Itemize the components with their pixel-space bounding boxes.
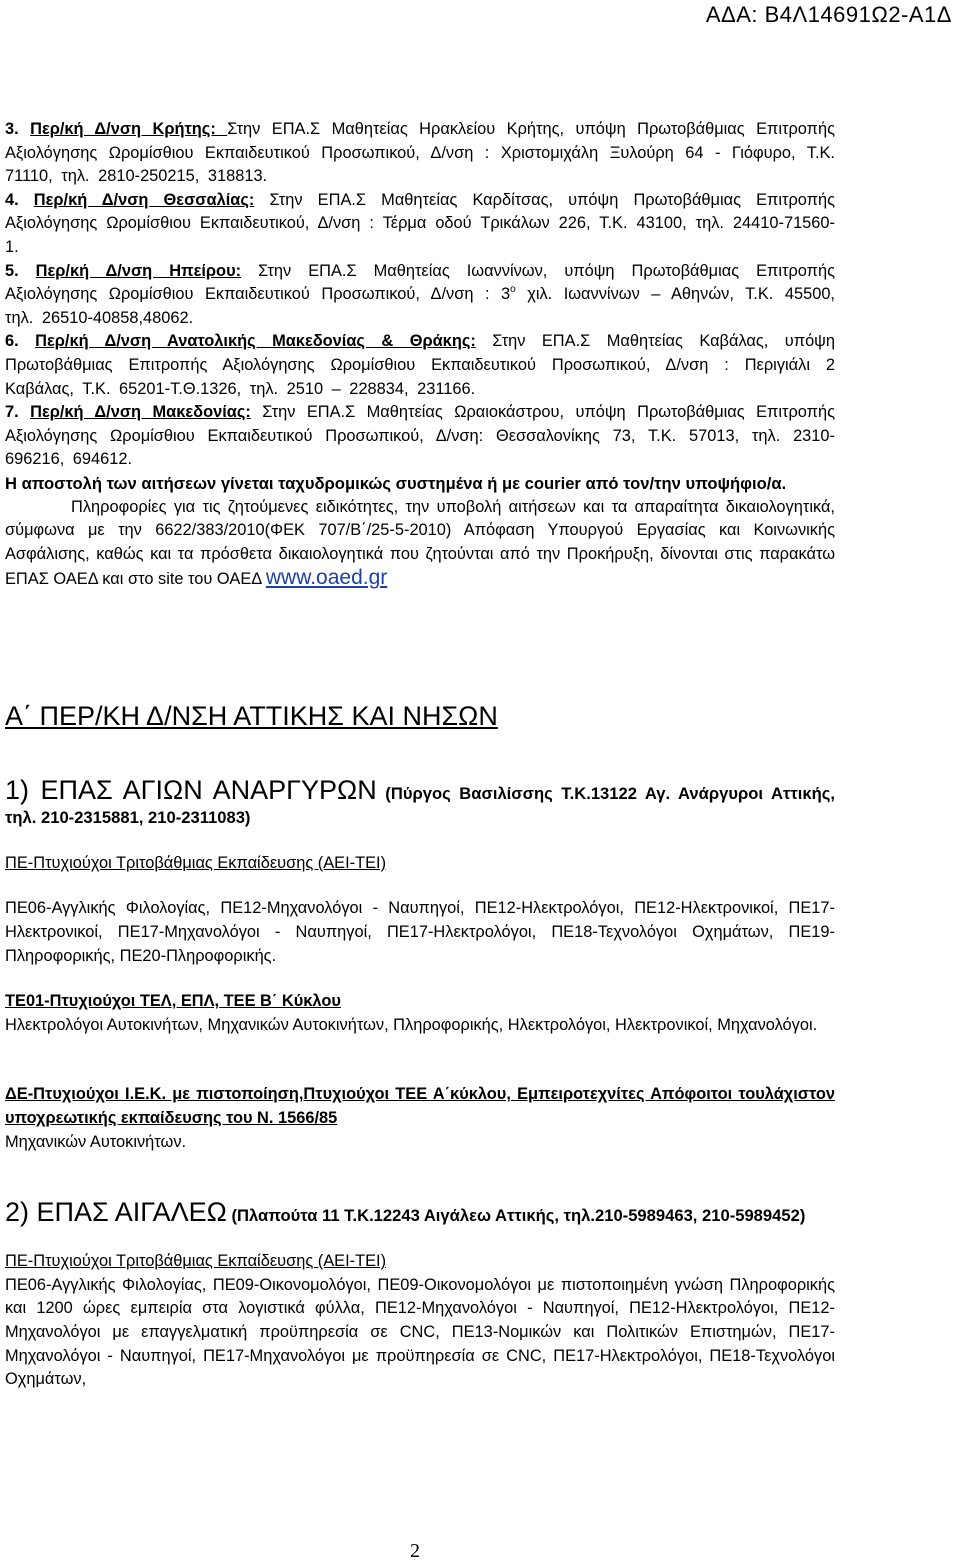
region-7-text: Στην ΕΠΑ.Σ Μαθητείας Ωραιοκάστρου, υπόψη Πρωτοβάθμιας Επιτροπής Αξιολόγησης Ωρομίσθιου Εκπαιδευτικού Προσωπικού, Δ/νση: Θεσσαλονίκης 73, Τ.Κ. 57013, τηλ. 2310-696216, 694612.	[5, 403, 835, 469]
mailing-notice: Η αποστολή των αιτήσεων γίνεται ταχυδρομικώς συστημένα ή με courier από τον/την υποψήφιο/α.	[5, 473, 787, 493]
school-1-group-2-title: ΤΕ01-Πτυχιούχοι ΤΕΛ, ΕΠΛ, ΤΕΕ Β΄ Κύκλου	[5, 992, 341, 1011]
region-6-paragraph	[5, 330, 835, 401]
school-2-group-1-title: ΠΕ-Πτυχιούχοι Τριτοβάθμιας Εκπαίδευσης (ΑΕΙ-ΤΕΙ)	[5, 1252, 387, 1271]
region-5-heading: Περ/κή Δ/νση Ηπείρου:	[35, 261, 242, 280]
region-4-number: 4.	[5, 190, 19, 209]
school-1-name: 1) ΕΠΑΣ ΑΓΙΩΝ ΑΝΑΡΓΥΡΩΝ	[5, 774, 377, 805]
region-5-text-after: χιλ. Ιωαννίνων – Αθηνών, Τ.Κ. 45500, τηλ. 26510-40858,48062.	[5, 285, 835, 327]
region-4-heading: Περ/κή Δ/νση Θεσσαλίας:	[33, 190, 255, 209]
region-5-number: 5.	[5, 261, 19, 280]
section-title: Α΄ ΠΕΡ/ΚΗ Δ/ΝΣΗ ΑΤΤΙΚΗΣ ΚΑΙ ΝΗΣΩΝ	[5, 700, 498, 731]
school-1-group-3-specialties: Μηχανικών Αυτοκινήτων.	[5, 1132, 187, 1151]
document-body	[5, 118, 835, 1392]
region-6-heading: Περ/κή Δ/νση Ανατολικής Μακεδονίας & Θράκης:	[35, 332, 476, 351]
school-2-heading	[5, 1197, 835, 1228]
school-1-group-2-specialties: Ηλεκτρολόγοι Αυτοκινήτων, Μηχανικών Αυτοκινήτων, Πληροφορικής, Ηλεκτρολόγοι, Ηλεκτρονικοί, Μηχανολόγοι.	[5, 1015, 818, 1034]
region-7-number: 7.	[5, 403, 19, 422]
region-5-text: Στην ΕΠΑ.Σ Μαθητείας Ιωαννίνων, υπόψη Πρωτοβάθμιας Επιτροπής Αξιολόγησης Ωρομίσθιου Εκπαιδευτικού Προσωπικού, Δ/νση : 3	[5, 261, 835, 304]
region-7-paragraph	[5, 401, 835, 472]
oaed-website-link[interactable]: www.oaed.gr	[265, 566, 388, 590]
page-number: 2	[410, 1540, 420, 1562]
school-1-heading	[5, 774, 835, 830]
region-5-paragraph	[5, 260, 835, 331]
region-5-superscript: ο	[510, 284, 516, 296]
region-3-text: Στην ΕΠΑ.Σ Μαθητείας Ηρακλείου Κρήτης, υπόψη Πρωτοβάθμιας Επιτροπής Αξιολόγησης Ωρομίσθιου Εκπαιδευτικού Προσωπικού, Δ/νση : Χριστομιχάλη Ξυλούρη 64 - Γιόφυρο, Τ.Κ. 71110, τηλ. 2810-250215, 318813.	[5, 120, 835, 186]
school-1-group-1-title: ΠΕ-Πτυχιούχοι Τριτοβάθμιας Εκπαίδευσης (ΑΕΙ-ΤΕΙ)	[5, 853, 387, 872]
school-1-group-3-title: ΔΕ-Πτυχιούχοι Ι.Ε.Κ. με πιστοποίηση,Πτυχιούχοι ΤΕΕ Α΄κύκλου, Εμπειροτεχνίτες Απόφοιτοι τουλάχιστον υποχρεωτικής εκπαίδευσης του Ν. 1566/85	[5, 1085, 835, 1128]
region-3-number: 3.	[5, 120, 19, 138]
school-2-address: (Πλαπούτα 11 Τ.Κ.12243 Αιγάλεω Αττικής, τηλ.210-5989463, 210-5989452)	[226, 1206, 806, 1226]
school-2-group-1-specialties: ΠΕ06-Αγγλικής Φιλολογίας, ΠΕ09-Οικονομολόγοι, ΠΕ09-Οικονομολόγοι με πιστοποιημένη γνώση Πληροφορικής και 1200 ώρες εμπειρία στα λογιστικά φύλλα, ΠΕ12-Μηχανολόγοι - Ναυπηγοί, ΠΕ12-Ηλεκτρολόγοι, ΠΕ12-Μηχανολόγοι με επαγγελματική προϋπηρεσία σε CNC, ΠΕ13-Νομικών και Πολιτικών Επιστημών, ΠΕ17-Μηχανολόγοι - Ναυπηγοί, ΠΕ17-Μηχανολόγοι με προϋπηρεσία σε CNC, ΠΕ17-Ηλεκτρολόγοι, ΠΕ18-Τεχνολόγοι Οχημάτων,	[5, 1275, 835, 1389]
info-paragraph	[5, 496, 835, 592]
info-text: Πληροφορίες για τις ζητούμενες ειδικότητες, την υποβολή αιτήσεων και τα απαραίτητα δικαιολογητικά, σύμφωνα με την 6622/383/2010(ΦΕΚ 707/Β΄/25-5-2010) Απόφαση Υπουργού Εργασίας και Κοινωνικής Ασφάλισης, καθώς και τα πρόσθετα δικαιολογητικά που ζητούνται από την Προκήρυξη, δίνονται στις παρακάτω ΕΠΑΣ ΟΑΕΔ και στο site του ΟΑΕΔ	[5, 497, 835, 589]
region-3-paragraph	[5, 118, 835, 189]
school-1-address: (Πύργος Βασιλίσσης Τ.Κ.13122 Αγ. Ανάργυροι Αττικής, τηλ. 210-2315881, 210-2311083)	[5, 783, 835, 827]
region-6-number: 6.	[5, 332, 19, 351]
region-4-paragraph	[5, 189, 835, 260]
region-7-heading: Περ/κή Δ/νση Μακεδονίας:	[30, 403, 251, 422]
region-4-text: Στην ΕΠΑ.Σ Μαθητείας Καρδίτσας, υπόψη Πρωτοβάθμιας Επιτροπής Αξιολόγησης Ωρομίσθιου Εκπαιδευτικού, Δ/νση : Τέρμα οδού Τρικάλων 226, Τ.Κ. 43100, τηλ. 24410-71560-1.	[5, 190, 836, 256]
document-code: ΑΔΑ: Β4Λ14691Ω2-Α1Δ	[705, 2, 952, 27]
school-2-name: 2) ΕΠΑΣ ΑΙΓΑΛΕΩ	[5, 1197, 227, 1228]
school-1-group-1-specialties: ΠΕ06-Αγγλικής Φιλολογίας, ΠΕ12-Μηχανολόγοι - Ναυπηγοί, ΠΕ12-Ηλεκτρολόγοι, ΠΕ12-Ηλεκτρονικοί, ΠΕ17-Ηλεκτρονικοί, ΠΕ17-Μηχανολόγοι - Ναυπηγοί, ΠΕ17-Ηλεκτρολόγοι, ΠΕ18-Τεχνολόγοι Οχημάτων, ΠΕ19-Πληροφορικής, ΠΕ20-Πληροφορικής.	[5, 899, 835, 965]
region-3-heading: Περ/κή Δ/νση Κρήτης:	[30, 120, 228, 138]
region-6-text: Στην ΕΠΑ.Σ Μαθητείας Καβάλας, υπόψη Πρωτοβάθμιας Επιτροπής Αξιολόγησης Ωρομίσθιου Εκπαιδευτικού Προσωπικού, Δ/νση : Περιγιάλι 2 Καβάλας, Τ.Κ. 65201-Τ.Θ.1326, τηλ. 2510 – 228834, 231166.	[5, 332, 835, 398]
